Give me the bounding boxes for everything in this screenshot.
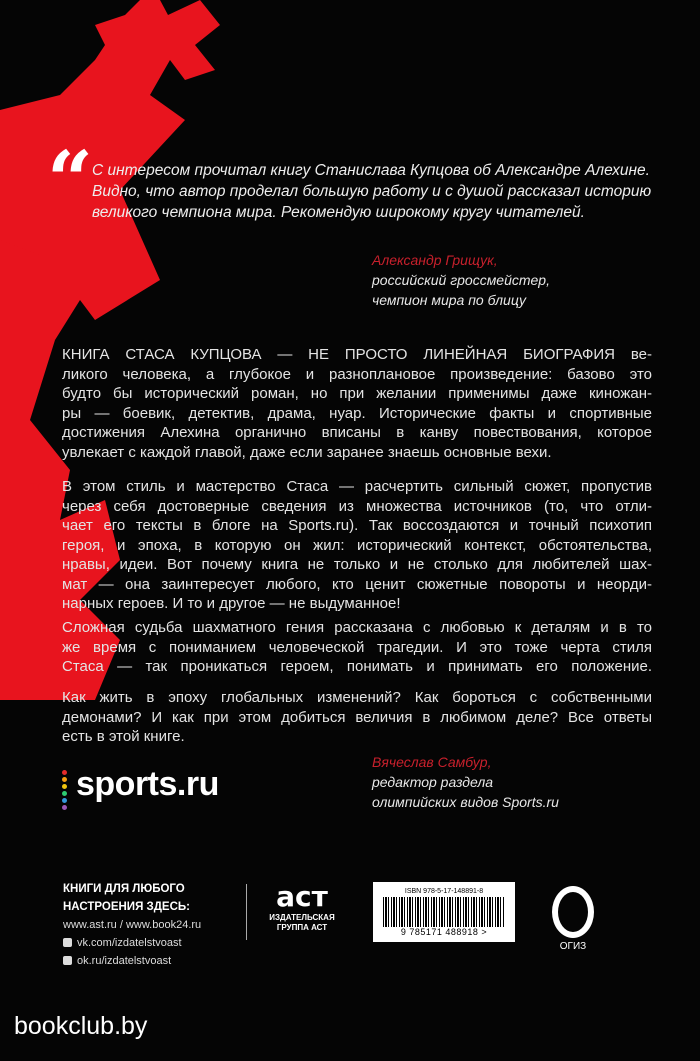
paragraph-4 [62,688,652,747]
editor-title: олимпийских видов Sports.ru [372,794,559,810]
author-name: Александр Грищук, [372,252,498,268]
quote-mark-icon: “ [47,133,94,227]
text-line: через себя достоверные сведения из множества источников (то, что отли- [62,497,652,515]
text-line: ликого человека, а глубокое и разноплановое произведение: базово это [62,365,652,383]
ogiz-logo: ОГИЗ [548,886,598,952]
text-line: нравы, идеи. Вот почему книга не только и не столько для любителей шах- [62,556,652,573]
testimonial-signature [372,250,550,310]
divider [246,884,247,940]
author-title: российский гроссмейстер, [372,272,550,288]
ast-logo: аст ИЗДАТЕЛЬСКАЯ ГРУППА АСТ [269,880,335,932]
text-line: ры — боевик, детектив, драма, нуар. Исторические факты и спортивные [62,404,652,422]
author-title: чемпион мира по блицу [372,292,526,308]
paragraph-3 [62,618,652,677]
links-heading: КНИГИ ДЛЯ ЛЮБОГО [63,883,185,895]
text-line: увлекает с каждой главой, даже если заранее знаешь основные вехи. [62,443,552,461]
isbn-label: ISBN 978-5-17-148891-8 [404,888,484,895]
text-line: же время с пониманием человеческой трагедии. И это тоже черта стиля [62,638,652,656]
testimonial-quote: С интересом прочитал книгу Станислава Купцова об Александре Алехине. Видно, что автор проделал большую работу и с душой рассказал историю великого чемпиона мира. Рекомендую широкому кругу читателей. [92,162,652,221]
editor-name: Вячеслав Самбур, [372,754,492,770]
paragraph-1 [62,345,652,462]
ok-link: ok.ru/izdatelstvoast [63,952,201,970]
odnoklassniki-icon [63,956,72,965]
text-line: чает его тексты в блоге на Sports.ru). Так воссоздаются и точный психотип [62,517,652,534]
links-heading: НАСТРОЕНИЯ ЗДЕСЬ: [63,901,190,913]
text-line: Сложная судьба шахматного гения рассказана с любовью к деталям и в то [62,619,652,636]
text-line: КНИГА СТАСА КУПЦОВА — НЕ ПРОСТО ЛИНЕЙНАЯ БИОГРАФИЯ ве- [62,346,652,363]
text-line: В этом стиль и мастерство Стаса — расчертить сильный сюжет, пропустив [62,478,652,495]
text-line: Как жить в эпоху глобальных изменений? Как бороться с собственными [62,689,652,706]
paragraph-2 [62,477,652,614]
websites: www.ast.ru / www.book24.ru [63,919,202,931]
text-line: нарных героев. И то и другое — не выдуманное! [62,595,401,612]
vk-icon [63,938,72,947]
sports-ru-logo: sports.ru [76,765,219,803]
editor-signature [372,752,559,812]
text-line: героя, и эпоха, в которую он жил: исторический контекст, обстоятельства, [62,536,652,554]
text-line: будто бы исторический роман, но при желании применимы даже киножан- [62,385,652,402]
text-line: достижения Алехина органично вписаны в канву повествования, которое [62,424,652,441]
text-line: Стаса — так проникаться героем, понимать и принимать его положение. [62,658,652,675]
barcode-icon [383,897,505,927]
text-line: есть в этой книге. [62,728,185,745]
vk-link: vk.com/izdatelstvoast [63,934,201,952]
barcode-number: 9 785171 488918 > [400,927,488,937]
publisher-links [63,880,201,970]
ring-icon [552,886,594,938]
text-line: мат — она заинтересует любого, кто ценит сюжетные повороты и неорди- [62,575,652,593]
isbn-barcode [373,882,515,942]
editor-title: редактор раздела [372,774,494,790]
watermark: bookclub.by [14,1012,148,1040]
text-line: демонами? И как при этом добиться величия в любимом деле? Все ответы [62,708,652,726]
